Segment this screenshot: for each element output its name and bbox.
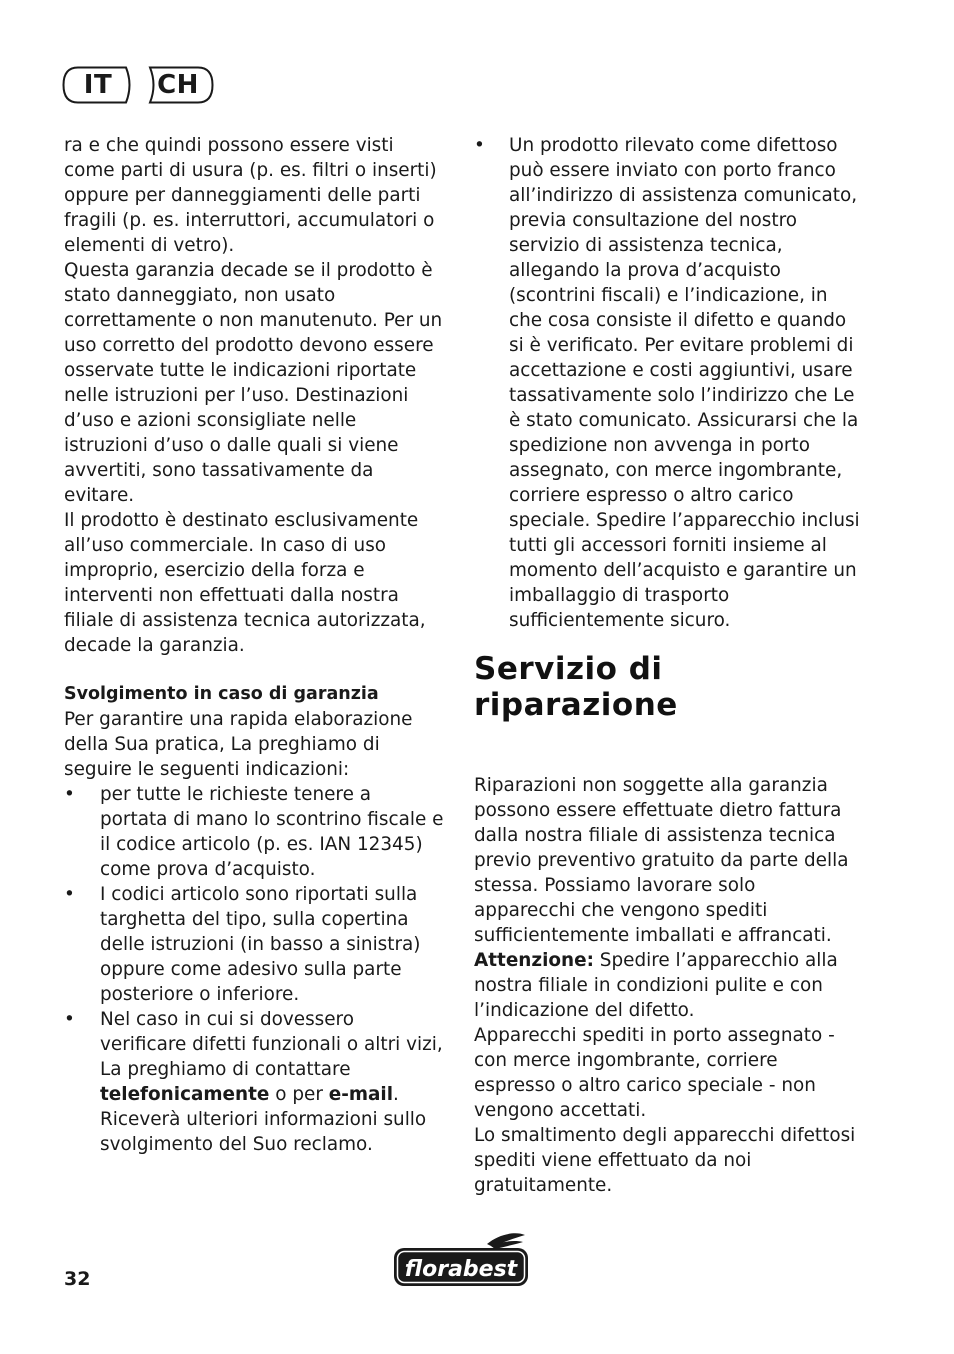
disposal-text: Lo smaltimento degli apparecchi difettosi spediti viene effettuato da noi gratuitamente. <box>474 1125 856 1196</box>
language-badge-it <box>62 66 134 104</box>
list-item <box>64 882 444 1007</box>
contact-text: . Riceverà ulteriori informazioni sullo svolgimento del Suo reclamo. <box>100 1084 427 1155</box>
spacer <box>474 723 860 773</box>
phone-emphasis: telefonicamente <box>100 1084 270 1105</box>
page-number: 32 <box>64 1268 91 1290</box>
heading-line: riparazione <box>474 687 678 723</box>
contact-text: o per <box>269 1084 329 1105</box>
list-item-text: per tutte le richieste tenere a portata di mano lo scontrino fiscale e il codice articolo (p. es. IAN 12345) come prova d’acquisto. <box>100 784 444 880</box>
list-item <box>474 133 860 633</box>
warranty-procedure-list <box>64 782 444 1157</box>
florabest-logo <box>391 1232 531 1290</box>
warranty-procedure-heading: Svolgimento in caso di garanzia <box>64 684 379 704</box>
warranty-exclusions-text: ra e che quindi possono essere visti come parti di usura (p. es. filtri o inserti) oppure per danneggiamenti delle parti fragili (p. es. interruttori, accumulatori o elementi di vetro). <box>64 135 437 256</box>
left-column <box>64 133 444 1157</box>
bullet-icon: • <box>64 784 75 805</box>
contact-text: Nel caso in cui si dovessero verificare difetti funzionali o altri vizi, La preghiamo di contattare <box>100 1009 443 1080</box>
repair-service-heading <box>474 651 860 723</box>
svg-text:florabest: florabest <box>404 1257 518 1282</box>
list-item-text <box>100 1009 443 1155</box>
language-badge-ch <box>142 66 214 104</box>
bullet-icon: • <box>64 884 75 905</box>
language-badge-it-label: IT <box>83 70 113 100</box>
bullet-icon: • <box>474 135 485 156</box>
list-item <box>64 782 444 882</box>
commercial-use-text: Il prodotto è destinato esclusivamente all’uso commerciale. In caso di uso improprio, esercizio della forza e interventi non effettuati dalla nostra filiale di assistenza tecnica autorizzata, decade la garanzia. <box>64 510 426 656</box>
list-item <box>64 1007 444 1157</box>
shipping-instructions-list <box>474 133 860 633</box>
attention-text: Spedire l’apparecchio alla nostra filiale in condizioni pulite e con l’indicazione del difetto. <box>474 950 838 1021</box>
warranty-procedure-intro: Per garantire una rapida elaborazione della Sua pratica, La preghiamo di seguire le seguenti indicazioni: <box>64 709 413 780</box>
language-badge-ch-label: CH <box>157 70 199 100</box>
repair-intro-text: Riparazioni non soggette alla garanzia possono essere effettuate dietro fattura dalla nostra filiale di assistenza tecnica previo preventivo gratuito da parte della stessa. Possiamo lavorare solo apparecchi che vengono spediti sufficientemente imballati e affrancati. <box>474 775 849 946</box>
right-column <box>474 133 860 1198</box>
bullet-icon: • <box>64 1009 75 1030</box>
warranty-void-text: Questa garanzia decade se il prodotto è stato danneggiato, non usato correttamente o non manutenuto. Per un uso corretto del prodotto devono essere osservate tutte le indicazioni riportate nelle istruzioni per l’uso. Destinazioni d’uso e azioni sconsigliate nelle istruzioni d’uso o dalle quali si viene avvertiti, sono tassativamente da evitare. <box>64 260 443 506</box>
list-item-text: Un prodotto rilevato come difettoso può essere inviato con porto franco all’indirizzo di assistenza comunicato, previa consultazione del nostro servizio di assistenza tecnica, allegando la prova d’acquisto (scontrini fiscali) e l’indicazione, in che cosa consiste il difetto e quando si è verificato. Per evitare problemi di accettazione e costi aggiuntivi, usare tassativamente solo l’indirizzo che Le è stato comunicato. Assicurarsi che la spedizione non avvenga in porto assegnato, con merce ingombrante, corriere espresso o altro carico speciale. Spedire l’apparecchio inclusi tutti gli accessori forniti insieme al momento dell’acquisto e garantire un imballaggio di trasporto sufficientemente sicuro. <box>509 135 860 631</box>
list-item-text: I codici articolo sono riportati sulla targhetta del tipo, sulla copertina delle istruzioni (in basso a sinistra) oppure come adesivo sulla parte posteriore o inferiore. <box>100 884 421 1005</box>
unpaid-shipping-text: Apparecchi spediti in porto assegnato - con merce ingombrante, corriere espresso o altro carico speciale - non vengono accettati. <box>474 1025 835 1121</box>
spacer <box>64 658 444 682</box>
heading-line: Servizio di <box>474 651 663 687</box>
email-emphasis: e-mail <box>328 1084 394 1105</box>
attention-note <box>474 948 860 1023</box>
attention-label: Attenzione: <box>474 950 594 971</box>
